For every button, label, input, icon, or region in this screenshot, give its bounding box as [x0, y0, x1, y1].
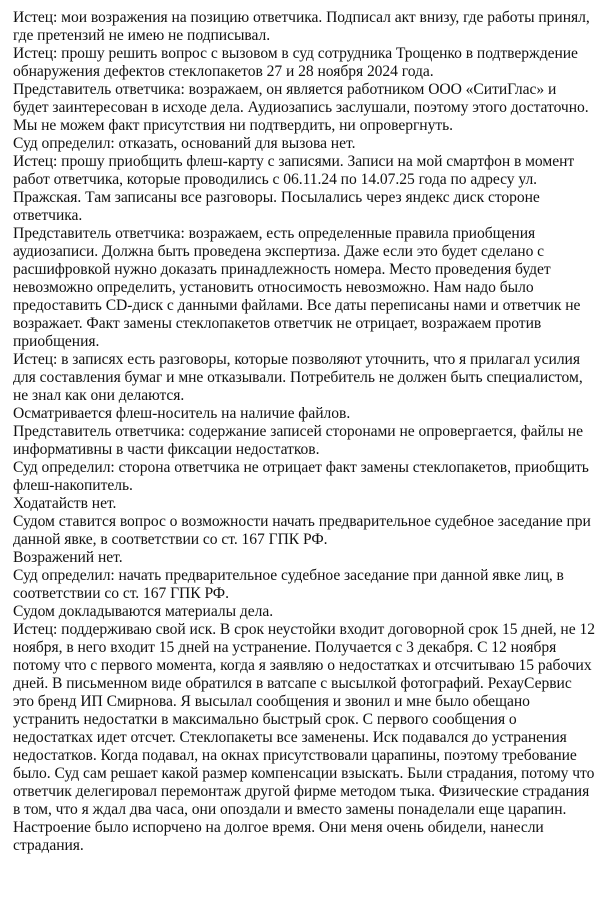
paragraph-court-ruling-flash: Суд определил: сторона ответчика не отрицает факт замены стеклопакетов, приобщить флеш-накопитель.	[13, 459, 589, 494]
paragraph-court-question: Судом ставится вопрос о возможности начать предварительное судебное заседание при данной явке, в соответствии со ст. 167 ГПК РФ.	[13, 513, 591, 548]
paragraph-plaintiff-flash-card: Истец: прошу приобщить флеш-карту с записями. Записи на мой смартфон в момент работ ответчика, которые проводились с 06.11.24 по 14.07.25 года по адресу ул. Пражская. Там записаны все разговоры. Посылались через яндекс диск стороне ответчика.	[13, 153, 575, 224]
paragraph-no-motions: Ходатайств нет.	[13, 495, 117, 512]
paragraph-plaintiff-objections: Истец: мои возражения на позицию ответчика. Подписал акт внизу, где работы принял, где претензий не имею не подписывал.	[13, 9, 590, 44]
paragraph-defendant-objection-audio: Представитель ответчика: возражаем, есть определенные правила приобщения аудиозаписи. Должна быть проведена экспертиза. Даже если это будет сделано с расшифровкой нужно доказать принадлежность номера. Место проведения будет невозможно определить, установить относимость невозможно. Нам надо было предоставить CD-диск с данными файлами. Все даты переписаны нами и ответчик не возражает. Факт замены стеклопакетов ответчик не отрицает, возражаем против приобщения.	[13, 225, 581, 350]
paragraph-defendant-objection-witness: Представитель ответчика: возражаем, он является работником ООО «СитиГлас» и будет заинтересован в исходе дела. Аудиозапись заслушали, поэтому этого достаточно. Мы не можем факт присутствия ни подтвердить, ни опровергнуть.	[13, 81, 589, 134]
paragraph-court-ruling-witness: Суд определил: отказать, оснований для вызова нет.	[13, 135, 356, 152]
paragraph-inspection: Осматривается флеш-носитель на наличие файлов.	[13, 405, 351, 422]
paragraph-plaintiff-recordings: Истец: в записях есть разговоры, которые позволяют уточнить, что я прилагал усилия для составления бумаг и мне отказывали. Потребитель не должен быть специалистом, не знал как они делаются.	[13, 351, 583, 404]
paragraph-plaintiff-witness-request: Истец: прошу решить вопрос с вызовом в суд сотрудника Трощенко в подтверждение обнаружения дефектов стеклопакетов 27 и 28 ноября 2024 года.	[13, 45, 578, 80]
paragraph-defendant-content: Представитель ответчика: содержание записей сторонами не опровергается, файлы не информативны в части фиксации недостатков.	[13, 423, 583, 458]
paragraph-court-ruling-session: Суд определил: начать предварительное судебное заседание при данной явке лиц, в соответствии со ст. 167 ГПК РФ.	[13, 567, 564, 602]
paragraph-plaintiff-claim: Истец: поддерживаю свой иск. В срок неустойки входит договорной срок 15 дней, не 12 ноября, в него входит 15 дней на устранение. Получается с 3 декабря. С 12 ноября потому что с первого момента, когда я заявляю о недостатках и отсчитываю 15 рабочих дней. В письменном виде обратился в ватсапе с высылкой фотографий. РехауСервис это бренд ИП Смирнова. Я высылал сообщения и звонил и мне было обещано устранить недостатки в максимально быстрый срок. С первого сообщения о недостатках идет отсчет. Стеклопакеты все заменены. Иск подавался до устранения недостатков. Когда подавал, на окнах присутствовали царапины, поэтому требование было. Суд сам решает какой размер компенсации взыскать. Были страдания, потому что ответчик делегировал перемонтаж другой фирме методом тыка. Физические страдания в том, что я ждал два часа, они опоздали и вместо замены понаделали еще царапин. Настроение было испорчено на долгое время. Они меня очень обидели, нанесли страдания.	[13, 621, 595, 854]
document-body	[13, 9, 595, 855]
paragraph-case-materials: Судом докладываются материалы дела.	[13, 603, 274, 620]
paragraph-no-objections: Возражений нет.	[13, 549, 123, 566]
